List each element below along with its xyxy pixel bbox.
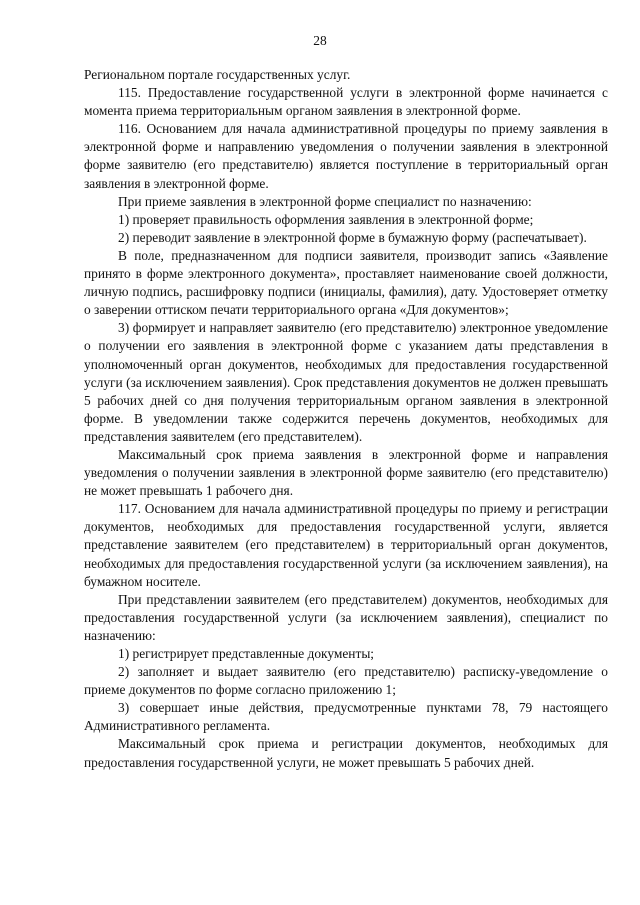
paragraph: При приеме заявления в электронной форме специалист по назначению:	[118, 193, 532, 209]
paragraph-116: 116. Основанием для начала административной процедуры по приему заявления в электронной форме и направлению уведомления о получении заявления в электронной форме заявителю (его представителю) является поступление в территориальный орган заявления в электронной форме.	[84, 121, 608, 191]
list-item: 2) переводит заявление в электронной форме в бумажную форму (распечатывает).	[118, 229, 587, 245]
list-item: 3) совершает иные действия, предусмотренные пунктами 78, 79 настоящего Административного регламента.	[84, 700, 608, 734]
list-item: 3) формирует и направляет заявителю (его представителю) электронное уведомление о получении его заявления в электронной форме с указанием даты представления в уполномоченный орган документов, необходимых для предоставления государственной услуги (за исключением заявления). Срок представления документов не должен превышать 5 рабочих дней со дня получения территориальным органом заявления в электронной форме. В уведомлении также содержится перечень документов, необходимых для представления заявителем (его представителем).	[84, 320, 608, 444]
list-item: 1) проверяет правильность оформления заявления в электронной форме;	[118, 211, 534, 227]
list-item: 1) регистрирует представленные документы;	[118, 646, 375, 661]
paragraph: При представлении заявителем (его представителем) документов, необходимых для предоставления государственной услуги (за исключением заявления), специалист по назначению:	[84, 591, 608, 643]
paragraph-115: 115. Предоставление государственной услуги в электронной форме начинается с момента приема территориальным органом заявления в электронной форме.	[84, 85, 608, 119]
paragraph: В поле, предназначенном для подписи заявителя, производит запись «Заявление принято в форме электронного документа», проставляет наименование своей должности, личную подпись, расшифровку подписи (инициалы, фамилия), дату. Удостоверяет отметку о заверении оттиском печати территориального органа «Для документов»;	[84, 247, 608, 318]
page-number: 28	[313, 33, 327, 48]
paragraph-117: 117. Основанием для начала административной процедуры по приему и регистрации документов, необходимых для предоставления государственной услуги, является представление заявителем (его представителем) в территориальный орган документов, необходимых для предоставления государственной услуги (за исключением заявления), на бумажном носителе.	[84, 501, 608, 589]
paragraph: Максимальный срок приема заявления в электронной форме и направления уведомления о получении заявления в электронной форме заявителю (его представителю) не может превышать 1 рабочего дня.	[84, 446, 608, 499]
paragraph-continuation: Региональном портале государственных услуг.	[84, 67, 351, 82]
document-body	[84, 66, 608, 772]
list-item: 2) заполняет и выдает заявителю (его представителю) расписку-уведомление о приеме документов по форме согласно приложению 1;	[84, 664, 608, 698]
paragraph: Максимальный срок приема и регистрации документов, необходимых для предоставления государственной услуги, не может превышать 5 рабочих дней.	[84, 736, 608, 770]
